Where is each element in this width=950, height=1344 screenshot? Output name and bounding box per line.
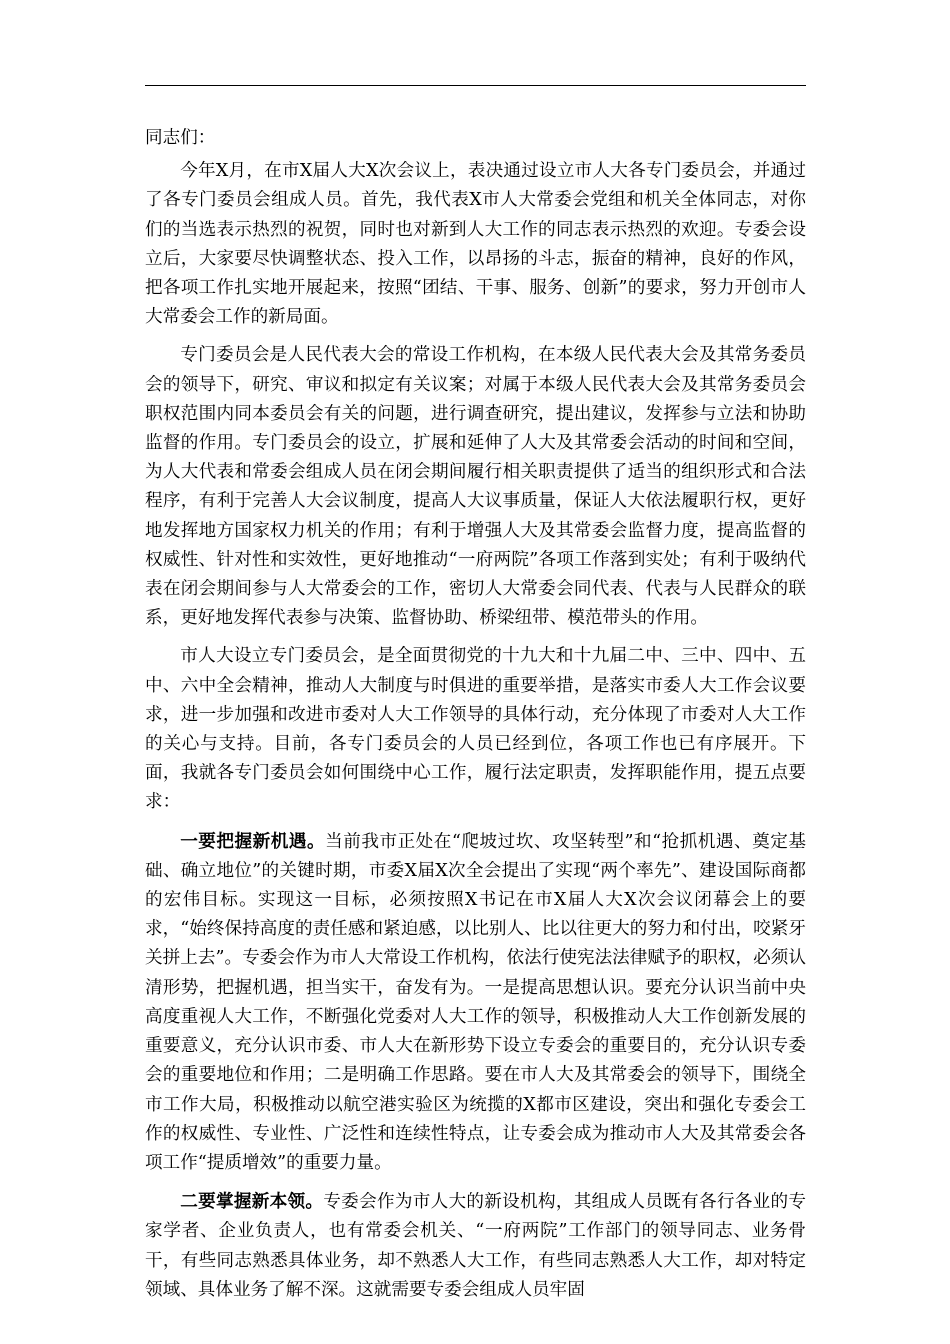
paragraph-5-text: 专委会作为市人大的新设机构，其组成人员既有各行各业的专家学者、企业负责人，也有常委会机关、“一府两院”工作部门的领导同志、业务骨干，有些同志熟悉具体业务，却不熟悉人大工作，有些同志熟悉人大工作，却对特定领域、具体业务了解不深。这就需要专委会组成人员牢固 bbox=[145, 1192, 806, 1300]
paragraph-4-heading: 一要把握新机遇。 bbox=[180, 830, 326, 852]
paragraph-5 bbox=[145, 1187, 806, 1305]
document-body bbox=[145, 124, 806, 1314]
paragraph-1 bbox=[145, 157, 806, 332]
paragraph-5-heading: 二要掌握新本领。 bbox=[180, 1191, 324, 1213]
paragraph-2-text: 专门委员会是人民代表大会的常设工作机构，在本级人民代表大会及其常务委员会的领导下，研究、审议和拟定有关议案；对属于本级人民代表大会及其常务委员会职权范围内同本委员会有关的问题，进行调查研究，提出建议，发挥参与立法和协助监督的作用。专门委员会的设立，扩展和延伸了人大及其常委会活动的时间和空间，为人大代表和常委会组成人员在闭会期间履行相关职责提供了适当的组织形式和合法程序，有利于完善人大会议制度，提高人大议事质量，保证人大依法履职行权，更好地发挥地方国家权力机关的作用；有利于增强人大及其常委会监督力度，提高监督的权威性、针对性和实效性，更好地推动“一府两院”各项工作落到实处；有利于吸纳代表在闭会期间参与人大常委会的工作，密切人大常委会同代表、代表与人民群众的联系，更好地发挥代表参与决策、监督协助、桥梁纽带、模范带头的作用。 bbox=[145, 345, 806, 629]
paragraph-4-text: 当前我市正处在“爬坡过坎、攻坚转型”和“抢抓机遇、奠定基础、确立地位”的关键时期，市委X届X次全会提出了实现“两个率先”、建设国际商都的宏伟目标。实现这一目标，必须按照X书记在市X届人大X次会议闭幕会上的要求，“始终保持高度的责任感和紧迫感，以比别人、比以往更大的努力和付出，咬紧牙关拼上去”。专委会作为市人大常设工作机构，依法行使宪法法律赋予的职权，必须认清形势，把握机遇，担当实干，奋发有为。一是提高思想认识。要充分认识当前中央高度重视人大工作，不断强化党委对人大工作的领导，积极推动人大工作创新发展的重要意义，充分认识市委、市人大在新形势下设立专委会的重要目的，充分认识专委会的重要地位和作用；二是明确工作思路。要在市人大及其常委会的领导下，围绕全市工作大局，积极推动以航空港实验区为统揽的X都市区建设，突出和强化专委会工作的权威性、专业性、广泛性和连续性特点，让专委会成为推动市人大及其常委会各项工作“提质增效”的重要力量。 bbox=[145, 831, 806, 1173]
paragraph-2 bbox=[145, 341, 806, 633]
paragraph-1-text: 今年X月，在市X届人大X次会议上，表决通过设立市人大各专门委员会，并通过了各专门委员会组成人员。首先，我代表X市人大常委会党组和机关全体同志，对你们的当选表示热烈的祝贺，同时也对新到人大工作的同志表示热烈的欢迎。专委会设立后，大家要尽快调整状态、投入工作，以昂扬的斗志，振奋的精神，良好的作风，把各项工作扎实地开展起来，按照“团结、干事、服务、创新”的要求，努力开创市人大常委会工作的新局面。 bbox=[145, 161, 806, 328]
paragraph-3 bbox=[145, 642, 806, 817]
header-rule bbox=[145, 85, 806, 86]
paragraph-3-text: 市人大设立专门委员会，是全面贯彻党的十九大和十九届二中、三中、四中、五中、六中全会精神，推动人大制度与时俱进的重要举措，是落实市委人大工作会议要求，进一步加强和改进市委对人大工作领导的具体行动，充分体现了市委对人大工作的关心与支持。目前，各专门委员会的人员已经到位，各项工作也已有序展开。下面，我就各专门委员会如何围绕中心工作，履行法定职责，发挥职能作用，提五点要求： bbox=[145, 646, 806, 813]
paragraph-4 bbox=[145, 827, 806, 1178]
salutation: 同志们： bbox=[145, 128, 216, 148]
